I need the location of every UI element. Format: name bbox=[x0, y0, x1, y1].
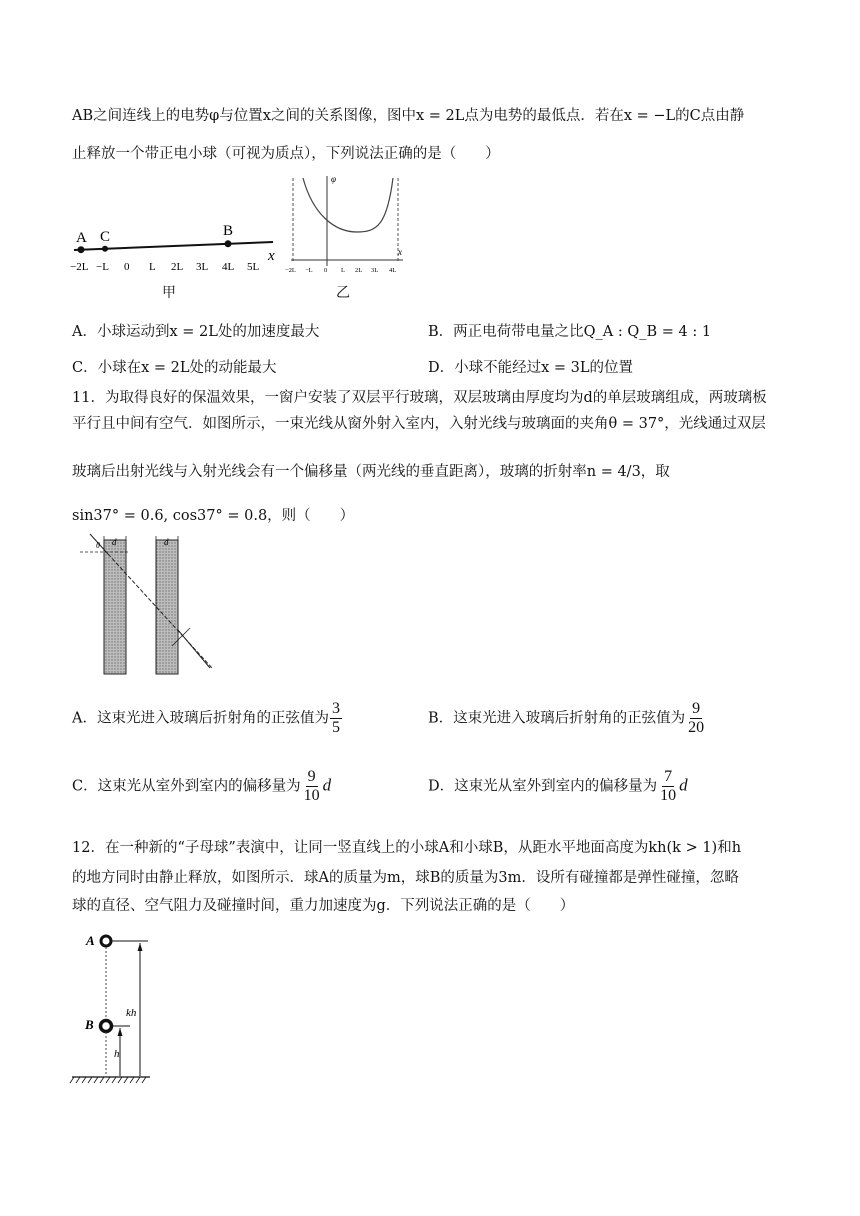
q10-option-a[interactable]: A．小球运动到x = 2L处的加速度最大 bbox=[72, 324, 320, 340]
q11-option-c-text: C．这束光从室外到室内的偏移量为 bbox=[72, 778, 301, 795]
q12-line-2: 的地方同时由静止释放，如图所示．球A的质量为m，球B的质量为3m．设所有碰撞都是弹性碰撞，忽略 bbox=[72, 870, 739, 886]
q11-option-d[interactable]: D．这束光从室外到室内的偏移量为 $\frac{7}{10}$ d bbox=[428, 768, 688, 804]
svg-text:4L: 4L bbox=[389, 267, 397, 274]
label-b: B bbox=[223, 223, 234, 239]
figure-yi-potential-graph bbox=[285, 170, 410, 278]
q11-line-3: 玻璃后出射光线与入射光线会有一个偏移量（两光线的垂直距离），玻璃的折射率n = 4/3，取 bbox=[72, 464, 670, 480]
q11-option-c[interactable]: C．这束光从室外到室内的偏移量为 $\frac{9}{10}$ d bbox=[72, 768, 332, 804]
axis-phi-label: φ bbox=[331, 174, 336, 184]
tick-m2l: −2L bbox=[70, 261, 89, 273]
q11-line-1: 11．为取得良好的保温效果，一窗户安装了双层平行玻璃，双层玻璃由厚度均为d的单层玻璃组成，两玻璃板 bbox=[72, 390, 767, 406]
tick-4l: 4L bbox=[222, 261, 235, 273]
ball-a bbox=[101, 936, 111, 946]
svg-text:L: L bbox=[341, 267, 345, 274]
ball-a-label: A bbox=[86, 933, 95, 948]
tick-0: 0 bbox=[124, 261, 130, 273]
q10-option-b[interactable]: B．两正电荷带电量之比Q_A : Q_B = 4 : 1 bbox=[428, 324, 712, 340]
q11-option-a-text: A．这束光进入玻璃后折射角的正弦值为 bbox=[72, 710, 329, 727]
label-c: C bbox=[100, 229, 111, 245]
glass-pane-1 bbox=[104, 540, 126, 674]
point-c-dot bbox=[102, 246, 108, 252]
figure-jia-axis bbox=[68, 220, 288, 280]
q11-line-4: sin37° = 0.6, cos37° = 0.8，则（ ） bbox=[72, 508, 355, 524]
tick-2l: 2L bbox=[171, 261, 184, 273]
figure-two-balls bbox=[68, 928, 163, 1088]
svg-text:2L: 2L bbox=[355, 267, 363, 274]
tick-3l: 3L bbox=[196, 261, 209, 273]
figure-jia-caption: 甲 bbox=[162, 285, 176, 301]
svg-text:−L: −L bbox=[305, 267, 313, 274]
charge-a-dot bbox=[78, 246, 85, 253]
charge-b-dot bbox=[225, 240, 232, 247]
q11-option-b-text: B．这束光进入玻璃后折射角的正弦值为 bbox=[428, 710, 686, 727]
figure-double-glass bbox=[72, 530, 222, 680]
tick-ml: −L bbox=[96, 261, 109, 273]
svg-text:3L: 3L bbox=[371, 267, 379, 274]
glass-pane-2 bbox=[156, 540, 178, 674]
tick-5l: 5L bbox=[247, 261, 260, 273]
q11-line-2: 平行且中间有空气．如图所示，一束光线从窗外射入室内，入射光线与玻璃面的夹角θ = 37°，光线通过双层 bbox=[72, 416, 766, 432]
svg-text:0: 0 bbox=[324, 267, 328, 274]
q10-option-c[interactable]: C．小球在x = 2L处的动能最大 bbox=[72, 360, 277, 376]
q11-option-d-text: D．这束光从室外到室内的偏移量为 bbox=[428, 778, 658, 795]
q11-option-b[interactable]: B．这束光进入玻璃后折射角的正弦值为 $\frac{9}{20}$ bbox=[428, 700, 705, 736]
q10-option-d[interactable]: D．小球不能经过x = 3L的位置 bbox=[428, 360, 634, 376]
ball-b bbox=[101, 1021, 112, 1032]
angle-theta: θ bbox=[96, 541, 100, 550]
q10-stem-line-2: 止释放一个带正电小球（可视为质点），下列说法正确的是（ ） bbox=[72, 146, 500, 162]
height-kh-label: kh bbox=[126, 1007, 137, 1019]
tick-l: L bbox=[149, 261, 156, 273]
thickness-d-2: d bbox=[164, 537, 169, 547]
thickness-d-1: d bbox=[112, 537, 117, 547]
label-x: x bbox=[268, 248, 275, 264]
q12-line-1: 12．在一种新的“子母球”表演中，让同一竖直线上的小球A和小球B，从距水平地面高度为kh(k > 1)和h bbox=[72, 840, 742, 856]
ball-b-label: B bbox=[85, 1017, 94, 1032]
q11-option-a[interactable]: A．这束光进入玻璃后折射角的正弦值为 $\frac{3}{5}$ bbox=[72, 700, 340, 736]
svg-text:−2L: −2L bbox=[285, 267, 296, 274]
q10-stem-line-1: AB之间连线上的电势φ与位置x之间的关系图像，图中x = 2L点为电势的最低点．若在x = −L的C点由静 bbox=[72, 108, 745, 124]
q12-line-3: 球的直径、空气阻力及碰撞时间，重力加速度为g．下列说法正确的是（ ） bbox=[72, 898, 575, 914]
height-h-label: h bbox=[114, 1048, 120, 1060]
figure-yi-caption: 乙 bbox=[336, 285, 350, 301]
label-a: A bbox=[76, 230, 87, 246]
axis-x-label: x bbox=[398, 247, 402, 257]
